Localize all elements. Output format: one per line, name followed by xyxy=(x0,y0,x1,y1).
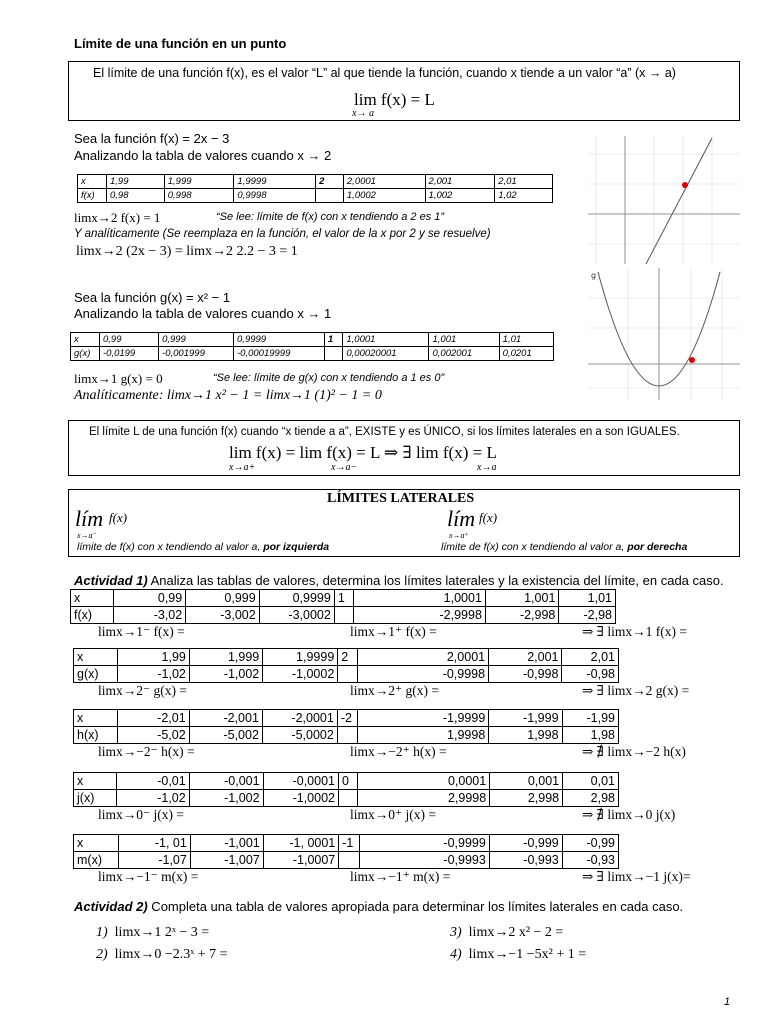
table-cell: -1,0002 xyxy=(263,790,338,807)
table-cell: -3,0002 xyxy=(259,607,334,624)
table-cell: -1 xyxy=(339,835,359,852)
table-cell: -2,98 xyxy=(559,607,616,624)
activity1-table xyxy=(73,834,619,869)
table-cell: 1,99 xyxy=(107,175,165,189)
activity1-limit: ⇒ ∃ limx→1 f(x) = xyxy=(582,624,687,639)
table-cell: -0,001 xyxy=(189,773,263,790)
table-cell: 0,0001 xyxy=(358,773,490,790)
table-cell: 0,999 xyxy=(186,590,259,607)
table-row xyxy=(74,666,619,683)
table-cell: 0 xyxy=(338,773,357,790)
item-expr: limx→2 x² − 2 = xyxy=(468,925,564,940)
fx-right: f(x) xyxy=(479,510,498,525)
table-cell: -1,002 xyxy=(189,666,262,683)
activity1-limit: limx→−2⁻ h(x) = xyxy=(98,744,195,759)
table-cell: -0,99 xyxy=(562,835,618,852)
example1-calc: limx→2 (2x − 3) = limx→2 2.2 − 3 = 1 xyxy=(76,244,298,259)
table-cell: 1,01 xyxy=(559,590,616,607)
sub-left: x→a⁻ xyxy=(77,531,97,540)
formula-sub: x→a xyxy=(477,462,497,473)
definition-formula-sub: x→ a xyxy=(352,108,374,119)
table-cell: m(x) xyxy=(74,852,119,869)
table-cell xyxy=(334,607,353,624)
table-cell: 2 xyxy=(316,175,344,189)
table-row xyxy=(74,710,619,727)
limit-point xyxy=(689,357,695,363)
graph-line-f xyxy=(588,136,740,264)
activity2-item xyxy=(96,925,209,941)
table-cell: -1,007 xyxy=(190,852,263,869)
activity2-item xyxy=(96,947,228,963)
table-cell: g(x) xyxy=(74,666,118,683)
activity1-limit: ⇒ ∄ limx→−2 h(x) xyxy=(582,744,686,759)
table-cell: -0,999 xyxy=(489,835,562,852)
table-cell: 2,98 xyxy=(563,790,619,807)
table-cell: j(x) xyxy=(74,790,117,807)
table-cell: 1,001 xyxy=(485,590,558,607)
table-cell: 1 xyxy=(324,333,343,347)
table-cell xyxy=(337,727,357,744)
right-desc-text: límite de f(x) con x tendiendo al valor a, xyxy=(441,541,628,553)
table-cell: 1,999 xyxy=(164,175,234,189)
definition-lateral-formula: lim f(x) = lim f(x) = L ⇒ ∃ lim f(x) = L xyxy=(229,443,497,462)
table-row xyxy=(74,790,619,807)
table-cell: -1,02 xyxy=(117,790,189,807)
activity1-limit: ⇒ ∃ limx→−1 j(x)= xyxy=(582,869,691,884)
activity1-table xyxy=(70,589,616,624)
table-cell: -2,001 xyxy=(189,710,262,727)
table-row xyxy=(74,649,619,666)
example1-line2: Analizando la tabla de valores cuando x → 2 xyxy=(74,148,332,163)
definition-lateral-text: El límite L de una función f(x) cuando “x tiende a a”, EXISTE y es ÚNICO, si los límites laterales en a son IGUALES. xyxy=(89,426,680,438)
table-cell: 1,9998 xyxy=(358,727,489,744)
table-cell: -0,93 xyxy=(562,852,618,869)
table-cell: 2,998 xyxy=(490,790,563,807)
table-cell xyxy=(324,347,343,361)
table-cell xyxy=(339,852,359,869)
table-cell: -0,0001 xyxy=(263,773,338,790)
table-cell: -3,002 xyxy=(186,607,259,624)
activity1-limit: limx→2⁺ g(x) = xyxy=(350,683,439,698)
function-line xyxy=(646,138,712,264)
activity1-table xyxy=(73,709,619,744)
activity1-limit: limx→1⁻ f(x) = xyxy=(98,624,185,639)
table-cell: -1,002 xyxy=(189,790,263,807)
table-cell: 1,998 xyxy=(489,727,562,744)
lateral-limits-title: LÍMITES LATERALES xyxy=(327,491,475,506)
table-cell: 0,001 xyxy=(490,773,563,790)
table-cell: -1, 01 xyxy=(118,835,190,852)
table-cell: 0,9999 xyxy=(234,333,325,347)
table-cell: 2,01 xyxy=(495,175,553,189)
example1-limit: limx→2 f(x) = 1 xyxy=(74,210,161,225)
item-number: 4) xyxy=(450,947,462,962)
table-cell: 0,999 xyxy=(159,333,234,347)
table-cell: 1,0002 xyxy=(343,189,425,203)
item-number: 1) xyxy=(96,925,108,940)
table-cell: -2,9998 xyxy=(354,607,486,624)
activity1-table xyxy=(73,772,619,807)
table-cell: 0,002001 xyxy=(429,347,499,361)
table-cell: -1,99 xyxy=(562,710,618,727)
table-cell: 1,02 xyxy=(495,189,553,203)
table-cell: 2,01 xyxy=(562,649,619,666)
graph-label: g xyxy=(591,271,597,280)
fx-left: f(x) xyxy=(109,510,128,525)
table-cell: 0,998 xyxy=(164,189,234,203)
table-cell: -1,999 xyxy=(489,710,562,727)
definition-text: El límite de una función f(x), es el valor “L” al que tiende la función, cuando x tiende a un valor “a” (x → a) xyxy=(93,66,676,80)
table-cell: x xyxy=(74,835,119,852)
table-cell: x xyxy=(74,649,118,666)
table-cell: 0,99 xyxy=(100,333,159,347)
example2-line1: Sea la función g(x) = x² − 1 xyxy=(74,290,231,305)
table-cell: 0,9998 xyxy=(234,189,316,203)
activity1-limit: ⇒ ∄ limx→0 j(x) xyxy=(582,807,676,822)
table-row xyxy=(74,852,619,869)
table-cell: -0,998 xyxy=(489,666,562,683)
table-cell: -0,0199 xyxy=(100,347,159,361)
right-description xyxy=(441,541,687,553)
example2-limit: limx→1 g(x) = 0 xyxy=(74,371,163,386)
table-cell: x xyxy=(78,175,107,189)
table-cell: -1,07 xyxy=(118,852,190,869)
table-row xyxy=(71,590,616,607)
table-cell: 2,0001 xyxy=(343,175,425,189)
table-cell: 1,01 xyxy=(499,333,553,347)
item-expr: limx→0 −2.3ˣ + 7 = xyxy=(114,947,228,962)
table-cell: -0,9999 xyxy=(359,835,489,852)
activity1-limit: limx→−1⁻ m(x) = xyxy=(98,869,199,884)
lim-word-right: lím xyxy=(447,506,476,531)
table-cell: -5,002 xyxy=(189,727,262,744)
activity1-label: Actividad 1) xyxy=(74,573,148,588)
table-cell: 1,98 xyxy=(562,727,618,744)
activity1-limit: limx→−1⁺ m(x) = xyxy=(350,869,451,884)
activity1-limit: limx→1⁺ f(x) = xyxy=(350,624,437,639)
table-cell: -5,02 xyxy=(118,727,190,744)
table-cell: 2,9998 xyxy=(358,790,490,807)
table-cell: -2,0001 xyxy=(262,710,337,727)
formula-sub: x→a− xyxy=(331,462,358,473)
table-cell: 1,001 xyxy=(429,333,499,347)
table-cell: -0,9998 xyxy=(357,666,488,683)
activity1-limit: ⇒ ∃ limx→2 g(x) = xyxy=(582,683,690,698)
table-row xyxy=(78,175,553,189)
activity1-table xyxy=(73,648,619,683)
sub-right: x→a⁺ xyxy=(449,531,469,540)
activity2-heading xyxy=(74,899,683,914)
example2-table xyxy=(70,332,554,361)
example2-line2: Analizando la tabla de valores cuando x → 1 xyxy=(74,306,332,321)
item-number: 2) xyxy=(96,947,108,962)
table-cell: x xyxy=(71,333,100,347)
table-cell: 0,00020001 xyxy=(343,347,429,361)
table-cell: -1, 0001 xyxy=(263,835,339,852)
activity2-text: Completa una tabla de valores apropiada para determinar los límites laterales en cada caso. xyxy=(147,899,684,914)
limit-point xyxy=(682,182,688,188)
example2-calc: Analíticamente: limx→1 x² − 1 = limx→1 (1)² − 1 = 0 xyxy=(74,388,382,403)
table-cell: x xyxy=(74,710,118,727)
graph-parabola-g xyxy=(588,268,740,400)
table-cell: 2,0001 xyxy=(357,649,488,666)
table-cell: 1,999 xyxy=(189,649,262,666)
left-description xyxy=(77,541,329,553)
table-cell: -2 xyxy=(337,710,357,727)
table-cell: 2,001 xyxy=(489,649,562,666)
table-cell: 1,9999 xyxy=(234,175,316,189)
table-cell: g(x) xyxy=(71,347,100,361)
item-expr: limx→1 2ˣ − 3 = xyxy=(114,925,210,940)
table-cell: 1,0001 xyxy=(354,590,486,607)
table-cell: -0,00019999 xyxy=(234,347,325,361)
table-cell: 0,01 xyxy=(563,773,619,790)
table-cell: -1,02 xyxy=(118,666,190,683)
page-title: Límite de una función en un punto xyxy=(74,36,287,51)
page-number: 1 xyxy=(724,996,731,1008)
table-cell: x xyxy=(74,773,117,790)
table-cell: 2,001 xyxy=(425,175,495,189)
example2-note: “Se lee: límite de g(x) con x tendiendo a 1 es 0” xyxy=(213,372,445,384)
table-cell: -0,993 xyxy=(489,852,562,869)
activity1-limit: limx→2⁻ g(x) = xyxy=(98,683,187,698)
table-row xyxy=(71,333,554,347)
left-desc-text: límite de f(x) con x tendiendo al valor a, xyxy=(77,541,264,553)
item-expr: limx→−1 −5x² + 1 = xyxy=(468,947,587,962)
table-row xyxy=(71,347,554,361)
table-row xyxy=(78,189,553,203)
right-desc-bold: por derecha xyxy=(627,541,688,553)
lateral-limits-box xyxy=(68,489,740,557)
table-cell: 2 xyxy=(338,649,357,666)
left-desc-bold: por izquierda xyxy=(263,541,330,553)
definition-lateral-box xyxy=(68,420,740,476)
table-cell: 0,99 xyxy=(114,590,186,607)
activity1-limit: limx→0⁺ j(x) = xyxy=(350,807,436,822)
activity1-limit: limx→0⁻ j(x) = xyxy=(98,807,184,822)
example1-analytic: Y analíticamente (Se reemplaza en la función, el valor de la x por 2 y se resuelve) xyxy=(74,228,491,240)
activity2-item xyxy=(450,925,563,941)
table-cell: h(x) xyxy=(74,727,118,744)
lim-word-left: lím xyxy=(75,506,104,531)
table-cell: -0,98 xyxy=(562,666,619,683)
table-cell: 1,99 xyxy=(118,649,190,666)
table-cell: -0,9993 xyxy=(359,852,489,869)
table-cell: 1,0001 xyxy=(343,333,429,347)
activity1-limit: limx→−2⁺ h(x) = xyxy=(350,744,447,759)
table-cell: -0,001999 xyxy=(159,347,234,361)
example1-table xyxy=(77,174,553,203)
table-cell: 1,9999 xyxy=(263,649,338,666)
table-cell: -1,0007 xyxy=(263,852,339,869)
example1-line1: Sea la función f(x) = 2x − 3 xyxy=(74,131,230,146)
table-row xyxy=(74,835,619,852)
table-cell: x xyxy=(71,590,114,607)
table-cell xyxy=(338,666,357,683)
activity2-label: Actividad 2) xyxy=(74,899,148,914)
table-cell: f(x) xyxy=(78,189,107,203)
example1-note: “Se lee: límite de f(x) con x tendiendo a 2 es 1” xyxy=(216,211,445,223)
table-row xyxy=(71,607,616,624)
table-cell: f(x) xyxy=(71,607,114,624)
activity1-heading xyxy=(74,573,724,588)
table-cell: -2,998 xyxy=(485,607,558,624)
table-cell: 0,9999 xyxy=(259,590,334,607)
table-row xyxy=(74,773,619,790)
activity1-text: Analiza las tablas de valores, determina los límites laterales y la existencia del límite, en cada caso. xyxy=(147,573,724,588)
definition-formula: lim f(x) = L xyxy=(354,90,435,109)
table-cell: -2,01 xyxy=(118,710,190,727)
table-cell: -5,0002 xyxy=(262,727,337,744)
table-cell: 0,0201 xyxy=(499,347,553,361)
definition-box xyxy=(68,61,740,121)
table-cell: -1,9999 xyxy=(358,710,489,727)
table-cell: 0,98 xyxy=(107,189,165,203)
formula-sub: x→a+ xyxy=(229,462,256,473)
table-row xyxy=(74,727,619,744)
table-cell xyxy=(338,790,357,807)
item-number: 3) xyxy=(450,925,462,940)
table-cell: -1,0002 xyxy=(263,666,338,683)
table-cell: 1,002 xyxy=(425,189,495,203)
table-cell xyxy=(316,189,344,203)
table-cell: -3,02 xyxy=(114,607,186,624)
table-cell: -1,001 xyxy=(190,835,263,852)
table-cell: 1 xyxy=(334,590,353,607)
activity2-item xyxy=(450,947,586,963)
table-cell: -0,01 xyxy=(117,773,189,790)
